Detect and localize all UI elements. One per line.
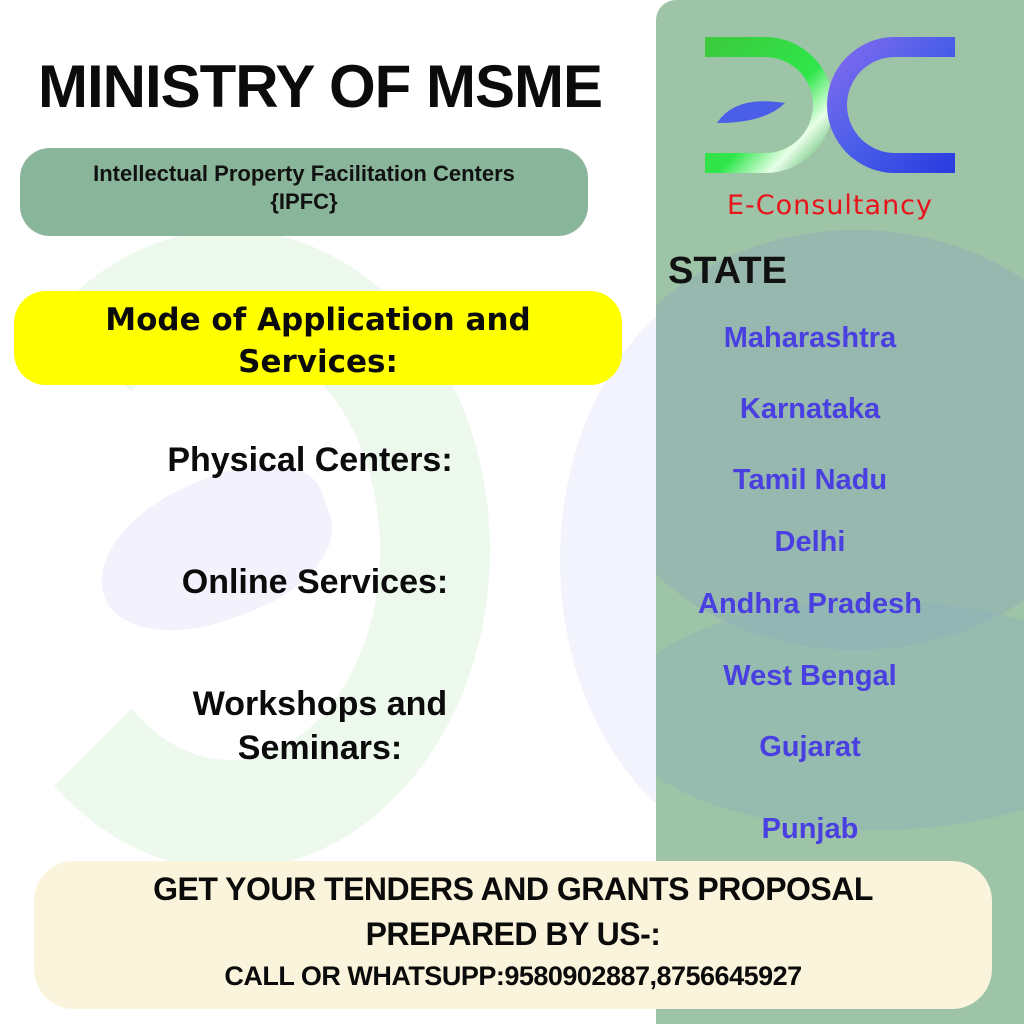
mode-heading-banner (14, 291, 622, 385)
state-item: West Bengal (723, 660, 897, 692)
mode-heading-line2: Services: (238, 344, 398, 380)
state-item: Gujarat (759, 731, 861, 763)
page-title: MINISTRY OF MSME (37, 53, 603, 120)
service-physical-centers: Physical Centers: (167, 441, 453, 479)
state-item: Maharashtra (723, 322, 897, 354)
state-heading: STATE (668, 250, 787, 292)
ec-logo-icon (695, 25, 965, 185)
service-workshops (140, 682, 500, 770)
mode-heading-line1: Mode of Application and (105, 302, 531, 338)
ipfc-title: Intellectual Property Facilitation Centers (93, 161, 515, 186)
cta-phone-numbers: CALL OR WHATSUPP:9580902887,8756645927 (224, 961, 802, 991)
state-item: Andhra Pradesh (698, 588, 922, 620)
ipfc-acronym: {IPFC} (270, 189, 338, 214)
service-online: Online Services: (181, 563, 449, 601)
state-item: Tamil Nadu (732, 464, 888, 496)
panel-wave-decoration (656, 230, 1024, 650)
panel-wave-decoration (656, 600, 1024, 830)
cta-subheadline: PREPARED BY US-: (365, 916, 661, 952)
state-item: Delhi (774, 526, 846, 558)
contact-banner (34, 861, 992, 1009)
state-item: Karnataka (739, 393, 881, 425)
service-workshops-line2: Seminars: (237, 729, 403, 767)
cta-headline: GET YOUR TENDERS AND GRANTS PROPOSAL (153, 871, 873, 907)
ipfc-banner (20, 148, 588, 236)
service-workshops-line1: Workshops and (192, 685, 448, 723)
brand-name: E-Consultancy (726, 190, 934, 221)
state-item: Punjab (761, 813, 859, 845)
